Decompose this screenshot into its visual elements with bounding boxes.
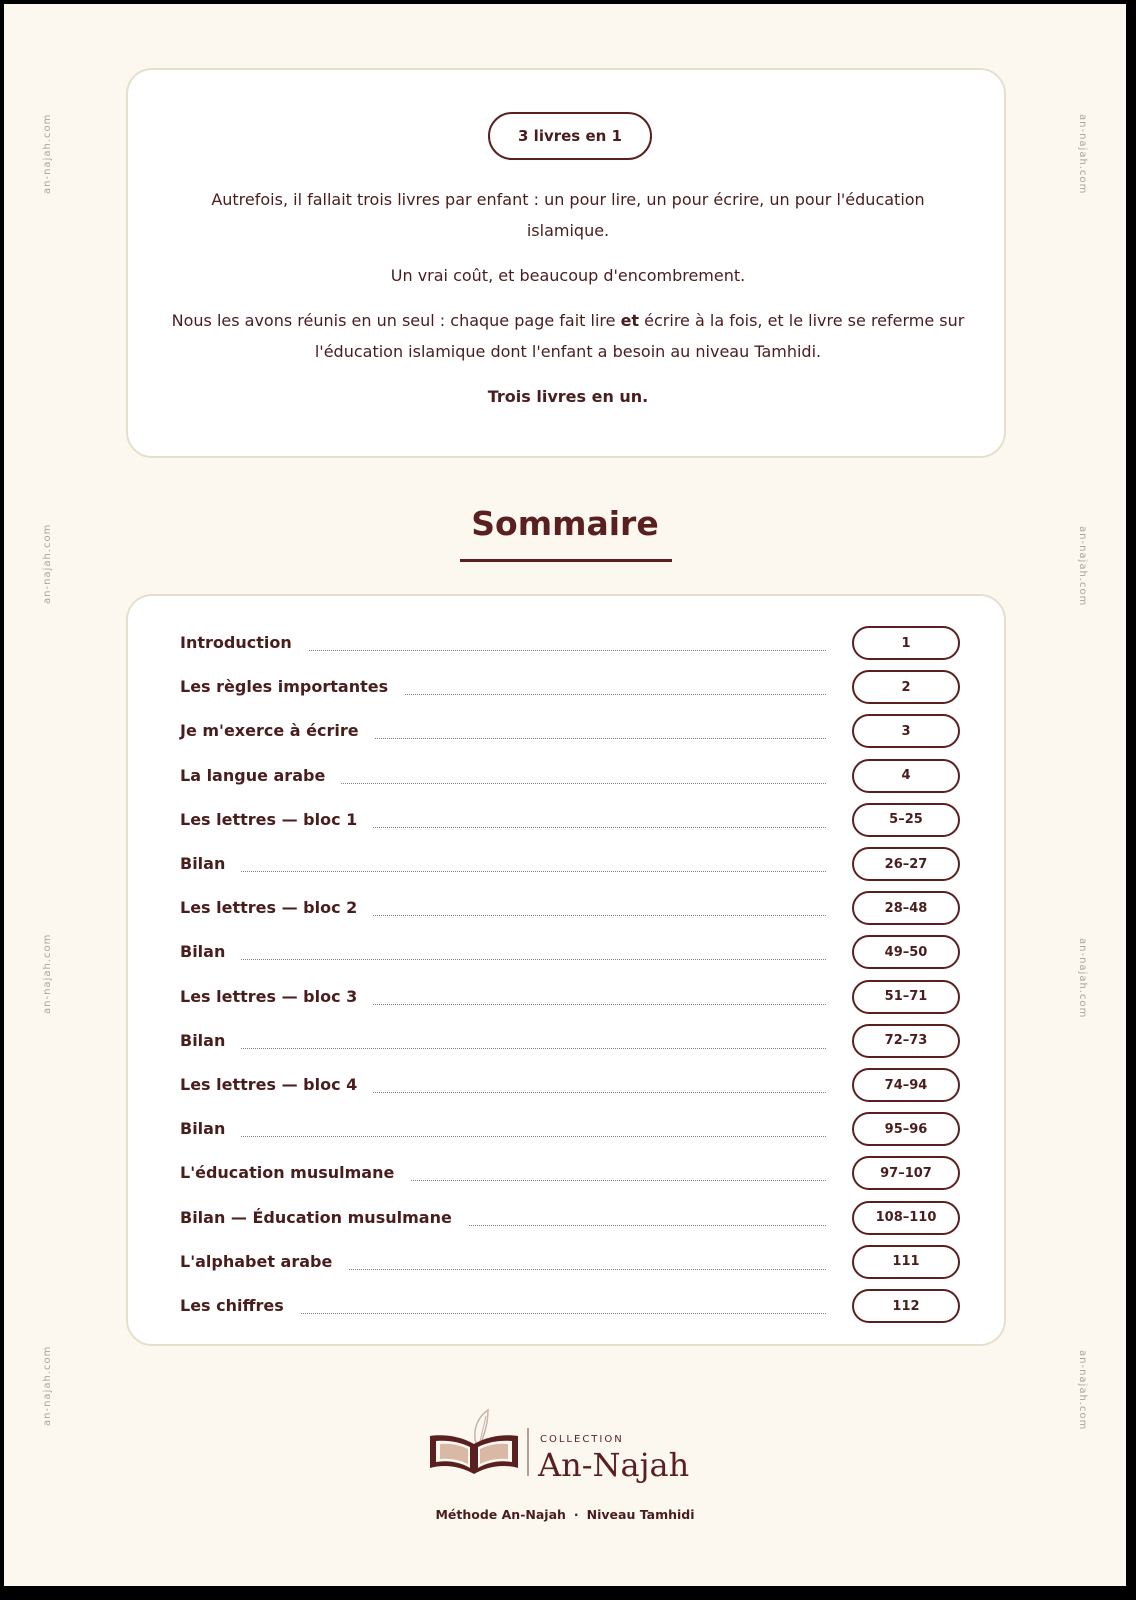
toc-page-badge: 1 bbox=[852, 626, 960, 660]
intro-paragraph-3-start: Nous les avons réunis en un seul : chaque page fait lire bbox=[171, 311, 621, 330]
toc-page-badge: 74–94 bbox=[852, 1068, 960, 1102]
intro-text bbox=[168, 184, 968, 426]
toc-page-badge: 72–73 bbox=[852, 1024, 960, 1058]
intro-paragraph-3-end: écrire à la fois, et le livre se referme sur l'éducation islamique dont l'enfant a besoin au niveau Tamhidi. bbox=[314, 311, 965, 361]
toc-page-badge: 95–96 bbox=[852, 1112, 960, 1146]
intro-paragraph-4: Trois livres en un. bbox=[487, 387, 649, 406]
toc-page-badge: 28–48 bbox=[852, 891, 960, 925]
toc-dot-leader bbox=[180, 871, 826, 872]
logo-collection-label: COLLECTION bbox=[540, 1434, 624, 1445]
watermark-left-3: an-najah.com bbox=[42, 933, 53, 1014]
logo-separator bbox=[527, 1428, 529, 1476]
footer-level: Niveau Tamhidi bbox=[586, 1507, 695, 1522]
toc-dot-leader bbox=[180, 1048, 826, 1049]
toc-entry-label: L'éducation musulmane bbox=[180, 1156, 410, 1190]
toc-entry-label: Les chiffres bbox=[180, 1289, 300, 1323]
toc-row[interactable] bbox=[180, 847, 960, 881]
watermark-right-4: an-najah.com bbox=[1077, 1350, 1088, 1431]
toc-entry-label: Bilan bbox=[180, 1024, 241, 1058]
toc-entry-label: Introduction bbox=[180, 626, 308, 660]
intro-card bbox=[126, 68, 1006, 458]
page bbox=[4, 4, 1126, 1586]
intro-badge: 3 livres en 1 bbox=[488, 112, 652, 160]
toc-row[interactable] bbox=[180, 1245, 960, 1279]
watermark-right-2: an-najah.com bbox=[1077, 526, 1088, 607]
toc-page-badge: 111 bbox=[852, 1245, 960, 1279]
toc-title: Sommaire bbox=[471, 504, 659, 543]
toc-entry-label: Je m'exerce à écrire bbox=[180, 714, 375, 748]
toc-page-badge: 112 bbox=[852, 1289, 960, 1323]
toc-page-badge: 3 bbox=[852, 714, 960, 748]
toc-entry-label: L'alphabet arabe bbox=[180, 1245, 348, 1279]
toc-row[interactable] bbox=[180, 1024, 960, 1058]
toc-row[interactable] bbox=[180, 1112, 960, 1146]
open-book-quill-icon bbox=[428, 1406, 524, 1480]
footer-method: Méthode An-Najah bbox=[435, 1507, 566, 1522]
toc-row[interactable] bbox=[180, 803, 960, 837]
intro-paragraph-3-bold: et bbox=[620, 311, 640, 330]
toc-dot-leader bbox=[180, 959, 826, 960]
toc-entry-label: Les lettres — bloc 3 bbox=[180, 980, 373, 1014]
toc-entry-label: Bilan — Éducation musulmane bbox=[180, 1201, 468, 1235]
toc-entry-label: Bilan bbox=[180, 1112, 241, 1146]
toc-page-badge: 4 bbox=[852, 759, 960, 793]
toc-page-badge: 49–50 bbox=[852, 935, 960, 969]
watermark-left-4: an-najah.com bbox=[42, 1345, 53, 1426]
toc-entry-label: Les lettres — bloc 2 bbox=[180, 891, 373, 925]
intro-paragraph-3 bbox=[168, 305, 968, 367]
toc-entry-label: Bilan bbox=[180, 847, 241, 881]
watermark-left-1: an-najah.com bbox=[42, 113, 53, 194]
toc-row[interactable] bbox=[180, 670, 960, 704]
toc-row[interactable] bbox=[180, 626, 960, 660]
footer bbox=[4, 1507, 1126, 1522]
toc-entry-label: Les règles importantes bbox=[180, 670, 404, 704]
watermark-right-1: an-najah.com bbox=[1077, 114, 1088, 195]
watermark-right-3: an-najah.com bbox=[1077, 938, 1088, 1019]
toc-entry-label: Les lettres — bloc 1 bbox=[180, 803, 373, 837]
toc-card bbox=[126, 594, 1006, 1346]
toc-row[interactable] bbox=[180, 759, 960, 793]
watermark-left-2: an-najah.com bbox=[42, 523, 53, 604]
toc-page-badge: 51–71 bbox=[852, 980, 960, 1014]
toc-page-badge: 108–110 bbox=[852, 1201, 960, 1235]
logo-name: An-Najah bbox=[538, 1446, 690, 1484]
toc-row[interactable] bbox=[180, 714, 960, 748]
toc-page-badge: 97–107 bbox=[852, 1156, 960, 1190]
toc-title-underline bbox=[460, 559, 672, 562]
toc-row[interactable] bbox=[180, 1289, 960, 1323]
toc-entry-label: La langue arabe bbox=[180, 759, 341, 793]
toc-row[interactable] bbox=[180, 1068, 960, 1102]
footer-separator: · bbox=[573, 1507, 579, 1522]
toc-dot-leader bbox=[180, 1136, 826, 1137]
toc-row[interactable] bbox=[180, 980, 960, 1014]
toc-entry-label: Bilan bbox=[180, 935, 241, 969]
toc-row[interactable] bbox=[180, 891, 960, 925]
intro-paragraph-1: Autrefois, il fallait trois livres par enfant : un pour lire, un pour écrire, un pour l'éducation islamique. bbox=[211, 190, 925, 240]
toc-page-badge: 26–27 bbox=[852, 847, 960, 881]
toc-entry-label: Les lettres — bloc 4 bbox=[180, 1068, 373, 1102]
toc-page-badge: 2 bbox=[852, 670, 960, 704]
toc-row[interactable] bbox=[180, 1156, 960, 1190]
toc-page-badge: 5–25 bbox=[852, 803, 960, 837]
toc-row[interactable] bbox=[180, 1201, 960, 1235]
intro-paragraph-2: Un vrai coût, et beaucoup d'encombrement. bbox=[390, 266, 746, 285]
logo bbox=[428, 1406, 718, 1484]
toc-row[interactable] bbox=[180, 935, 960, 969]
